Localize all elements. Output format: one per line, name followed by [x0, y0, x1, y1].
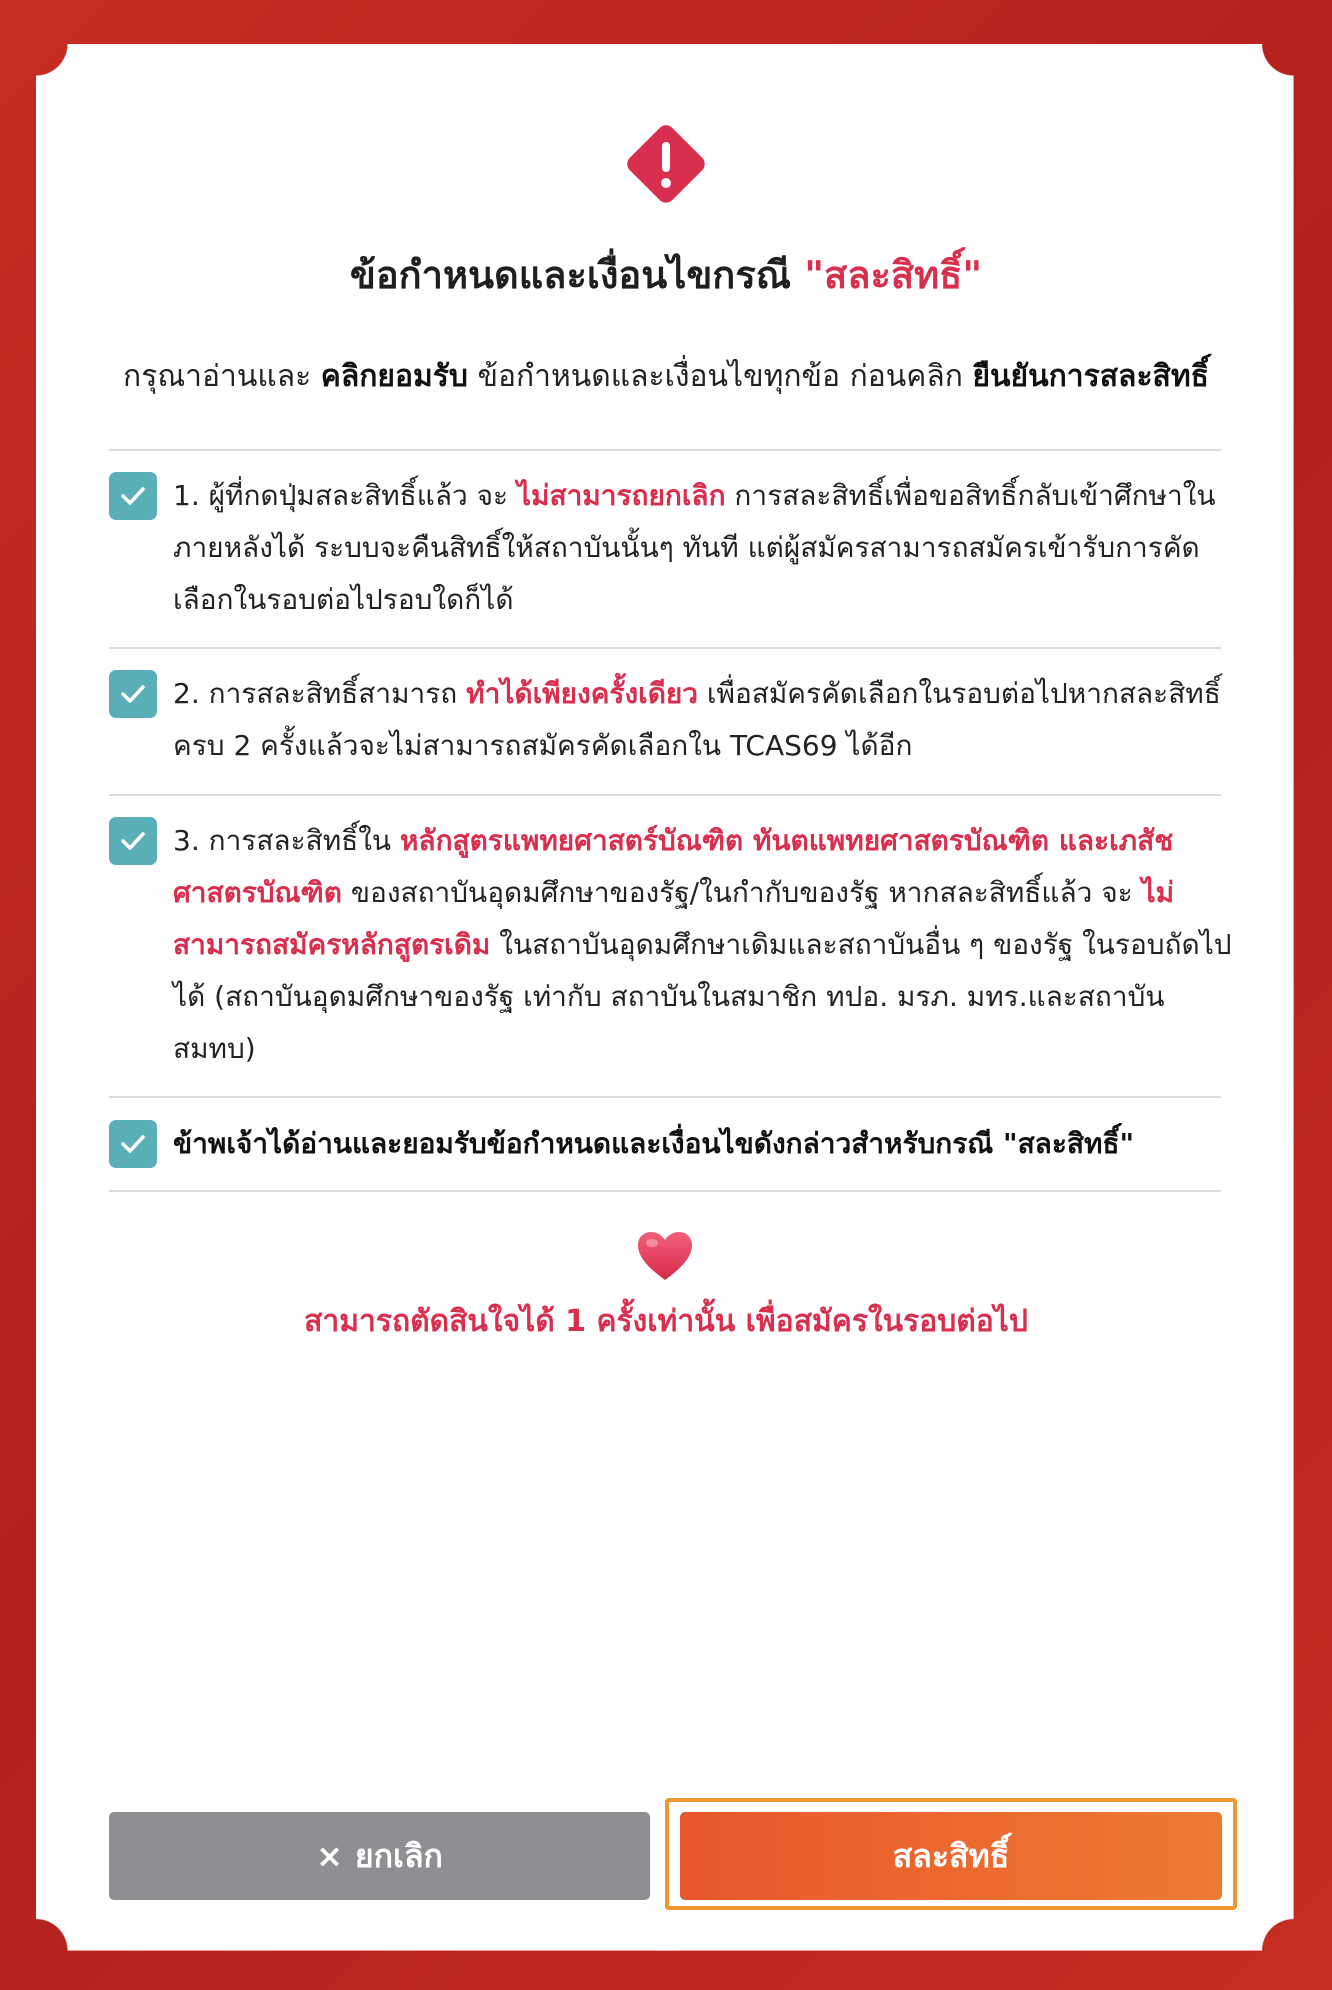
- check-icon: [120, 1134, 146, 1154]
- divider: [109, 1190, 1221, 1192]
- close-icon: ×: [316, 1837, 343, 1875]
- warning-icon: [622, 120, 710, 208]
- waive-button-label: สละสิทธิ์: [892, 1836, 1010, 1875]
- divider: [109, 647, 1221, 649]
- check-icon: [120, 831, 146, 851]
- cancel-button[interactable]: [109, 1812, 650, 1900]
- condition-text-2: 2. การสละสิทธิ์สามารถ ทำได้เพียงครั้งเดียว เพื่อสมัครคัดเลือกในรอบต่อไปหากสละสิทธิ์ครบ 2 ครั้งแล้วจะไม่สามารถสมัครคัดเลือกใน TCAS69 ได้อีก: [173, 677, 1221, 762]
- divider: [109, 1096, 1221, 1098]
- dialog-subtitle: กรุณาอ่านและ คลิกยอมรับ ข้อกำหนดและเงื่อนไขทุกข้อ ก่อนคลิก ยืนยันการสละสิทธิ์: [123, 359, 1209, 394]
- checkbox-condition-2[interactable]: [109, 670, 157, 718]
- heart-icon: [636, 1230, 694, 1282]
- one-time-note: สามารถตัดสินใจได้ 1 ครั้งเท่านั้น เพื่อสมัครในรอบต่อไป: [304, 1304, 1028, 1339]
- divider: [109, 449, 1221, 451]
- condition-text-1: 1. ผู้ที่กดปุ่มสละสิทธิ์แล้ว จะ ไม่สามารถยกเลิก การสละสิทธิ์เพื่อขอสิทธิ์กลับเข้าศึกษาในภายหลังได้ ระบบจะคืนสิทธิ์ให้สถาบันนั้นๆ ทันที แต่ผู้สมัครสามารถสมัครเข้ารับการคัดเลือกในรอบต่อไปรอบใดก็ได้: [173, 479, 1216, 616]
- divider: [109, 794, 1221, 796]
- checkbox-accept-terms[interactable]: [109, 1120, 157, 1168]
- title-highlight: "สละสิทธิ์": [804, 253, 983, 297]
- checkbox-condition-3[interactable]: [109, 817, 157, 865]
- dialog-title: ข้อกำหนดและเงื่อนไขกรณี "สละสิทธิ์": [349, 253, 983, 297]
- check-icon: [120, 684, 146, 704]
- waive-rights-button[interactable]: [680, 1812, 1222, 1900]
- accept-terms-label: ข้าพเจ้าได้อ่านและยอมรับข้อกำหนดและเงื่อนไขดังกล่าวสำหรับกรณี "สละสิทธิ์": [173, 1127, 1135, 1160]
- condition-text-3: 3. การสละสิทธิ์ใน หลักสูตรแพทยศาสตร์บัณฑิต ทันตแพทยศาสตรบัณฑิต และเภสัชศาสตรบัณฑิต ของสถาบันอุดมศึกษาของรัฐ/ในกำกับของรัฐ หากสละสิทธิ์แล้ว จะ ไม่สามารถสมัครหลักสูตรเดิม ในสถาบันอุดมศึกษาเดิมและสถาบันอื่น ๆ ของรัฐ ในรอบถัดไปได้ (สถาบันอุดมศึกษาของรัฐ เท่ากับ สถาบันในสมาชิก ทปอ. มรภ. มทร.และสถาบันสมทบ): [173, 824, 1232, 1065]
- cancel-button-label: ยกเลิก: [354, 1836, 443, 1875]
- checkbox-condition-1[interactable]: [109, 472, 157, 520]
- check-icon: [120, 486, 146, 506]
